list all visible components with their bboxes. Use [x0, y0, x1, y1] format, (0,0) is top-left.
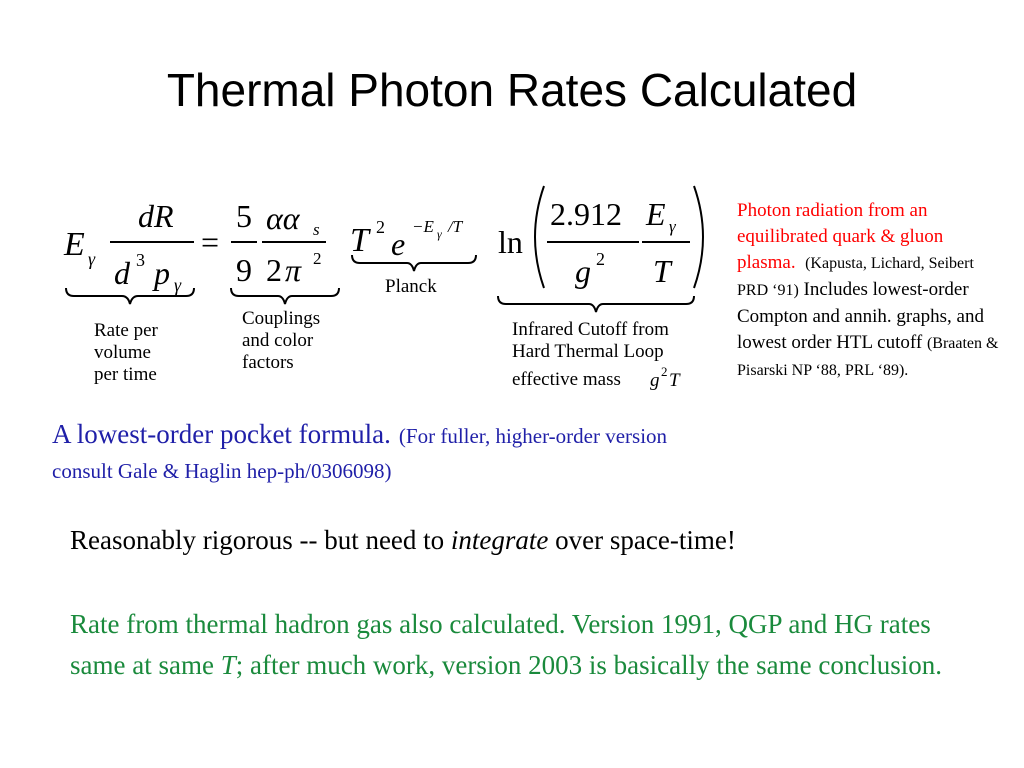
physics-note — [737, 198, 1007, 384]
numerator-dR: dR — [138, 198, 174, 234]
slide-title: Thermal Photon Rates Calculated — [166, 64, 858, 116]
natural-log: ln — [498, 224, 523, 260]
pocket-main-text: A lowest-order pocket formula. — [52, 419, 391, 449]
g-squared: 2 — [596, 249, 605, 269]
hadron-after: ; after much work, version 2003 is basically the same conclusion. — [235, 650, 943, 680]
alpha-alpha-s: αα — [266, 200, 300, 236]
brace-planck — [352, 255, 476, 271]
label-infrared-cutoff: Infrared Cutoff from — [512, 319, 669, 340]
brace-rate — [66, 288, 194, 304]
brace-couplings — [231, 288, 339, 304]
rigorous-before: Reasonably rigorous -- but need to — [70, 525, 451, 555]
hadron-emphasis: T — [220, 650, 236, 680]
temperature-squared: 2 — [376, 217, 385, 237]
brace-infrared — [498, 296, 694, 312]
denominator-d: d — [114, 255, 130, 291]
note-plasma-text: Photon radiation from an equilibrated quark & gluon plasma. — [737, 200, 944, 273]
label-hard-thermal-loop: Hard Thermal Loop — [512, 341, 664, 362]
pocket-aside-text: (For fuller, higher-order version consult Gale & Haglin hep-ph/0306098) — [52, 424, 668, 483]
temperature-T: T — [350, 222, 369, 259]
numerator-five: 5 — [236, 198, 252, 234]
hadron-before: Rate from thermal hadron gas also calculated. Version 1991, QGP and HG rates same at same — [70, 609, 931, 680]
denominator-p: p — [154, 255, 170, 291]
denominator-gamma-subscript: γ — [174, 275, 182, 295]
equals-sign: = — [201, 224, 220, 260]
label-factors: factors — [242, 352, 294, 373]
coefficient: 2.912 — [550, 196, 622, 232]
note-braaten-citation: (Braaten & Pisarski NP ‘88, PRL ‘89). — [737, 335, 999, 379]
label-volume: volume — [94, 342, 151, 363]
label-mass-T: T — [669, 370, 680, 391]
denominator-pi: π — [285, 252, 302, 288]
exponent-gamma: γ — [437, 227, 442, 241]
label-rate-per: Rate per — [94, 320, 158, 341]
pocket-formula-note — [52, 418, 712, 490]
label-effective-mass: effective mass — [512, 369, 621, 390]
note-kapusta-citation: (Kapusta, Lichard, Seibert PRD ‘91) — [737, 255, 974, 299]
lhs-gamma-subscript: γ — [88, 249, 96, 269]
denominator-nine: 9 — [236, 252, 252, 288]
label-couplings: Couplings — [242, 308, 321, 329]
pi-squared: 2 — [313, 249, 322, 268]
denominator-two: 2 — [266, 252, 282, 288]
label-planck: Planck — [385, 276, 437, 297]
rigorous-emphasis: integrate — [450, 525, 549, 555]
alpha-s-subscript: s — [313, 220, 320, 239]
denominator-cube: 3 — [136, 250, 145, 270]
denominator-g: g — [575, 253, 591, 289]
numerator-E: E — [646, 196, 666, 232]
label-and-color: and color — [242, 330, 314, 351]
exponential-e: e — [391, 226, 406, 262]
label-per-time: per time — [94, 364, 157, 385]
rigorous-after: over space-time! — [548, 525, 736, 555]
note-includes-text: Includes lowest-order Compton and annih. graphs, and lowest order HTL cutoff — [737, 279, 984, 353]
hadron-gas-paragraph — [70, 604, 950, 686]
exponent-minus-E: −E — [412, 217, 434, 236]
rigorous-statement — [70, 522, 736, 558]
lhs-energy: E — [64, 226, 85, 263]
numerator-gamma-subscript: γ — [669, 217, 676, 236]
denominator-T: T — [653, 253, 671, 289]
label-mass-g: g — [650, 370, 660, 391]
exponent-over-T: /T — [448, 217, 463, 236]
label-mass-squared: 2 — [661, 364, 668, 379]
